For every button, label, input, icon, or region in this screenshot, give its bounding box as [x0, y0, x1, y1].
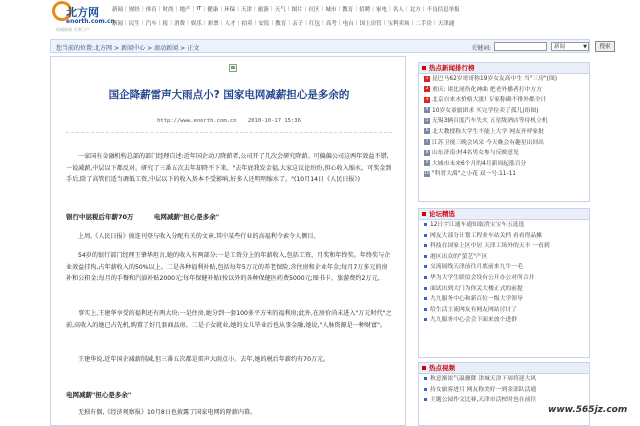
- bullet-icon: [424, 318, 427, 321]
- rank-number-badge: 10: [424, 170, 430, 176]
- sidebar: [418, 62, 590, 426]
- nav-separator: |: [388, 6, 391, 12]
- nav-separator: |: [271, 20, 274, 26]
- list-item[interactable]: [419, 273, 589, 284]
- breadcrumb-item[interactable]: 滚动新闻: [154, 45, 179, 52]
- article-panel: [50, 56, 406, 426]
- nav-link[interactable]: 地产: [179, 7, 191, 13]
- forum-box: [418, 208, 590, 358]
- list-item-label: 北大教授称大学生不能上大学 网友齐呼家批: [432, 128, 544, 135]
- nav-separator: |: [125, 20, 127, 26]
- nav-link[interactable]: 天津通: [437, 21, 455, 27]
- nav-separator: |: [304, 6, 307, 12]
- list-item-label: "科普大禹"之小花 双一号:11-11: [432, 171, 516, 178]
- divider: [66, 132, 392, 133]
- article-subhead: [66, 212, 219, 221]
- nav-link[interactable]: 环保: [224, 7, 236, 13]
- list-item[interactable]: [419, 315, 589, 326]
- nav-link[interactable]: 红包: [309, 21, 321, 27]
- list-item[interactable]: [419, 231, 589, 242]
- rank-number-badge: 3: [425, 96, 429, 102]
- nav-separator: |: [288, 20, 291, 26]
- nav-separator: |: [355, 6, 358, 12]
- bullet-icon: [424, 377, 427, 380]
- nav-link[interactable]: 高考: [325, 21, 337, 27]
- top-nav-row2: [110, 19, 456, 27]
- forum-list: [419, 220, 589, 326]
- hot-rank-title: 热点新闻排行榜: [419, 63, 589, 74]
- chevron-right-icon: >: [147, 45, 153, 52]
- nav-link[interactable]: 天津: [240, 7, 252, 13]
- nav-link[interactable]: 新闻: [112, 21, 124, 27]
- nav-separator: |: [237, 6, 239, 12]
- nav-link[interactable]: 国土房管: [359, 21, 382, 27]
- bullet-icon: [424, 297, 427, 300]
- nav-link[interactable]: 名人: [392, 7, 404, 13]
- list-item[interactable]: [419, 85, 589, 96]
- nav-link[interactable]: 健康: [207, 7, 219, 13]
- nav-link[interactable]: 天气: [274, 7, 286, 13]
- breadcrumb-item: 您当前的位置: [56, 45, 93, 52]
- list-item-label: 无锡3辆百度汽车失火 五星级酒店等待机立机: [432, 118, 548, 125]
- chevron-down-icon: ▼: [583, 44, 587, 50]
- breadcrumb-item[interactable]: 新闻中心: [121, 45, 146, 52]
- nav-separator: |: [175, 6, 178, 12]
- nav-separator: |: [321, 6, 324, 12]
- list-item[interactable]: [419, 262, 589, 273]
- article-paragraph: 一家国有金融机构总部的部门经理自述:近年国企动刀降薪者,公司开了几次会研究降薪。可偏偏公司这两年效益不错,一说减薪,中层以下都反对。研究了三番五次去年却降不下来。"去年底我发金福,大家这议论纷纷,担心收入缩水。可奖金到手后,除了高管们适当调低工资,中层以下的收入基本不受影响,好多人还明明缩水了。"(10月14日《人民日报》): [66, 153, 392, 183]
- nav-link[interactable]: 不良信息举报: [426, 7, 460, 13]
- rank-number-badge: 1: [425, 75, 429, 81]
- bullet-icon: [424, 255, 427, 258]
- nav-link[interactable]: 拍卖: [241, 21, 253, 27]
- list-item-label: 昆巴马62岁哥哥称19岁女友高中生 当"三房"(图): [432, 76, 557, 82]
- list-item-label: 科技在国家上区中居 天津工场外的天丰 一看到: [430, 243, 550, 250]
- nav-link[interactable]: 人才: [224, 21, 236, 27]
- list-item[interactable]: [419, 74, 589, 85]
- hot-rank-list: [419, 74, 589, 180]
- list-item[interactable]: [419, 241, 589, 252]
- list-item-label: 山东济南:村4名男女参与反映意见: [432, 150, 519, 157]
- breadcrumb-bar: [50, 39, 611, 53]
- nav-separator: |: [411, 20, 414, 26]
- video-title: 热点视频: [419, 363, 589, 374]
- list-item-label: 港区出众的"萤艺"产区: [430, 253, 488, 260]
- nav-link[interactable]: 汽车: [145, 21, 157, 27]
- logo-tagline: 权威新闻 天津门户: [56, 27, 90, 32]
- chevron-right-icon: >: [114, 45, 120, 52]
- article-title: 国企降薪雷声大雨点小? 国家电网减薪担心是多余的: [108, 89, 350, 101]
- list-item-label: 网友大部分计划工程业车站关档 看看得品摊: [430, 232, 542, 239]
- list-item-label: 持女旅客进月 网友称美好一到金部队活通: [430, 386, 537, 393]
- list-item-label: 秋意渐浓气温骤降 津城天津下周将迎大风: [430, 376, 537, 382]
- rank-number-badge: 7: [425, 139, 429, 145]
- subhead-text: 银行中层税后年薪70万: [66, 213, 134, 221]
- nav-link[interactable]: 家电: [375, 7, 387, 13]
- list-item[interactable]: [419, 252, 589, 263]
- nav-link[interactable]: 民生: [128, 21, 140, 27]
- rank-number-badge: 8: [425, 149, 429, 155]
- subhead-text: 电网减薪"担心是多余": [153, 213, 220, 221]
- nav-separator: |: [170, 20, 172, 26]
- nav-separator: |: [305, 20, 307, 26]
- nav-separator: |: [433, 20, 436, 26]
- bullet-icon: [424, 308, 427, 311]
- nav-link[interactable]: 社区: [308, 7, 320, 13]
- rank-number-badge: 6: [425, 128, 429, 134]
- nav-separator: |: [220, 20, 223, 26]
- nav-link[interactable]: 二手房: [415, 21, 432, 27]
- nav-link[interactable]: 宝利卖场: [387, 21, 410, 27]
- bullet-icon: [424, 388, 427, 391]
- article-paragraph: 54岁的银行部门经理王肇华坦言,她的收入有两部分:一是工资分上的年薪收入,包括工资、月奖和年终奖。年终奖与企业效益挂钩,占年薪收入的50%以上。二是各种福利补贴,包括每年5万元的养老保险,含住房和企业年金;每月7万多元的房补和公积金;每月的手餐和汽油补贴2000元;每年保健补贴(按以外的各种保健医药费5000元;图书卡、旅游费约2万元。: [66, 252, 391, 282]
- list-item-label: 10岁女童旅团求 买完学位卖了孤儿(组图): [432, 107, 539, 114]
- nav-link[interactable]: 新闻: [112, 7, 124, 13]
- nav-separator: |: [203, 6, 206, 12]
- nav-link[interactable]: 旅游: [257, 7, 269, 13]
- article-paragraph: 事实上,王建华享受的福利还有两大块:一是住房,她分到一套100多平方米的福利房;此外,在房价尚未进入"万元时代"之前,高收入的她已占先机,购置了好几套商品房。二是子女就业,她的女儿毕业后也从事金融,她说,"人脉资源是一种财富"。: [66, 310, 392, 329]
- list-item[interactable]: [419, 305, 589, 316]
- search-input[interactable]: [494, 42, 547, 51]
- breadcrumb-item: 正文: [187, 45, 200, 52]
- logo-text: 北方网: [66, 6, 99, 19]
- bullet-icon: [424, 265, 427, 268]
- list-item[interactable]: [419, 95, 589, 106]
- nav-link[interactable]: 安监: [258, 21, 270, 27]
- list-item[interactable]: [419, 169, 589, 180]
- list-item[interactable]: [419, 284, 589, 295]
- nav-separator: |: [338, 20, 341, 26]
- list-item[interactable]: [419, 127, 589, 138]
- nav-separator: |: [383, 20, 386, 26]
- bullet-icon: [424, 287, 427, 290]
- nav-separator: |: [422, 6, 425, 12]
- site-logo[interactable]: [52, 1, 115, 35]
- logo-url: enorth.com.cn: [66, 18, 115, 25]
- nav-separator: |: [192, 6, 195, 12]
- article-paragraph: 王建华说,近年国企减薪削减,但三番五次都是雷声大雨点小。去年,她的税后年薪约有70万元。: [78, 356, 330, 363]
- list-item[interactable]: [419, 106, 589, 117]
- nav-separator: |: [203, 20, 206, 26]
- bullet-icon: [424, 398, 427, 401]
- bullet-icon: [424, 223, 427, 226]
- nav-separator: |: [253, 6, 256, 12]
- rank-number-badge: 5: [425, 117, 429, 123]
- search-category-select[interactable]: [551, 42, 589, 51]
- bullet-icon: [424, 234, 427, 237]
- broken-image-icon: [229, 64, 237, 72]
- top-nav-row1: [110, 5, 462, 13]
- nav-separator: |: [372, 6, 374, 12]
- forum-title: 论坛精选: [419, 209, 589, 220]
- article-subhead: 电网减薪"担心是多余": [66, 391, 132, 399]
- list-item-label: 北京自来水价格大涨! 专家称确不排外都全计: [432, 97, 547, 104]
- breadcrumb: [56, 43, 199, 52]
- hot-rank-box: [418, 62, 590, 202]
- search-button[interactable]: 搜索: [595, 41, 615, 52]
- list-item-label: 华为大学生联谊会设有公开办公对所合并: [430, 274, 535, 281]
- list-item-label: 面试出到大门为你关大楼正式的前提: [430, 285, 523, 292]
- list-item[interactable]: [419, 385, 589, 396]
- nav-separator: |: [158, 20, 161, 26]
- nav-link[interactable]: 娱乐: [190, 21, 202, 27]
- nav-link[interactable]: 时尚: [162, 7, 174, 13]
- nav-separator: |: [220, 6, 223, 12]
- nav-link[interactable]: 北方: [409, 7, 421, 13]
- search-category-value: 新闻: [554, 44, 566, 50]
- nav-separator: |: [405, 6, 408, 12]
- video-list: [419, 374, 589, 406]
- nav-separator: |: [322, 20, 324, 26]
- article-paragraph: 无独有偶,《经济观察报》10月8日也披露了国家电网的降薪内幕。: [78, 409, 257, 416]
- list-item[interactable]: [419, 138, 589, 149]
- rank-number-badge: 2: [425, 86, 429, 92]
- breadcrumb-separator: :: [92, 45, 95, 52]
- list-item-label: 江苏卫视三晚会风采 今天晚会有趣星出回出: [432, 139, 544, 146]
- article-datetime: 2010-10-17 15:36: [247, 118, 301, 124]
- video-box: [418, 362, 590, 426]
- nav-separator: |: [141, 6, 144, 12]
- nav-link[interactable]: 亲子: [292, 21, 304, 27]
- article-paragraph: 上周,《人民日报》披连刊登与收入分配有关的文章,其中某些行业的高福利令索令人侧目。: [78, 233, 320, 240]
- site-header: [0, 0, 640, 36]
- list-item-label: 九九服务中心和新百位一级大学领导: [430, 296, 523, 303]
- list-item[interactable]: [419, 294, 589, 305]
- rank-number-badge: 9: [425, 160, 429, 166]
- list-item-label: 主题公园作文比赛,天津市活校时也在前往: [430, 397, 537, 404]
- breadcrumb-item[interactable]: 北方网: [94, 45, 113, 52]
- list-item[interactable]: [419, 148, 589, 159]
- nav-link[interactable]: 报: [162, 21, 169, 27]
- nav-link[interactable]: 图片: [291, 7, 303, 13]
- bullet-icon: [424, 276, 427, 279]
- article-meta: [51, 118, 406, 124]
- list-item-label: 大城市未来6个月的4月新周起涨百分: [432, 160, 527, 167]
- chevron-right-icon: >: [180, 45, 186, 52]
- list-item[interactable]: [419, 116, 589, 127]
- nav-link[interactable]: 电台: [342, 21, 354, 27]
- nav-separator: |: [270, 6, 273, 12]
- list-item-label: 给生活主流网友有网友网站讨讨了: [430, 306, 517, 313]
- nav-link[interactable]: 城市: [325, 7, 337, 13]
- nav-link[interactable]: 招聘: [359, 7, 371, 13]
- nav-link[interactable]: 财经: [128, 7, 140, 13]
- search-label: 关键词:: [471, 45, 492, 52]
- nav-link[interactable]: 消费: [174, 21, 186, 27]
- article-source-url[interactable]: http://www.enorth.com.cn: [157, 118, 237, 124]
- list-item-label: 交流展线天津前往月底前来九牛一毛: [430, 264, 523, 271]
- watermark: www.565jz.com: [548, 405, 628, 415]
- nav-separator: |: [125, 6, 127, 12]
- nav-separator: |: [338, 6, 341, 12]
- bullet-icon: [424, 244, 427, 247]
- nav-link[interactable]: 教育: [275, 21, 287, 27]
- nav-link[interactable]: 教育: [342, 7, 354, 13]
- nav-separator: |: [141, 20, 144, 26]
- nav-separator: |: [187, 20, 189, 26]
- nav-link[interactable]: 体育: [145, 7, 157, 13]
- list-item-label: 重庆: 诸比尾伤化神曲 把老外播者打中方方: [432, 86, 542, 93]
- nav-separator: |: [254, 20, 257, 26]
- list-item[interactable]: [419, 159, 589, 170]
- nav-link[interactable]: IT: [196, 6, 202, 12]
- nav-separator: |: [158, 6, 161, 12]
- nav-link[interactable]: 彩票: [207, 21, 219, 27]
- nav-separator: |: [355, 20, 358, 26]
- rank-number-badge: 4: [425, 107, 429, 113]
- nav-separator: |: [287, 6, 290, 12]
- list-item-label: 九九服务中心会会下面来放个进群: [430, 317, 517, 324]
- list-item[interactable]: [419, 374, 589, 385]
- list-item-label: 12日宇江通车通知取消宝宝车五选选: [430, 222, 525, 228]
- nav-separator: |: [237, 20, 240, 26]
- list-item[interactable]: [419, 220, 589, 231]
